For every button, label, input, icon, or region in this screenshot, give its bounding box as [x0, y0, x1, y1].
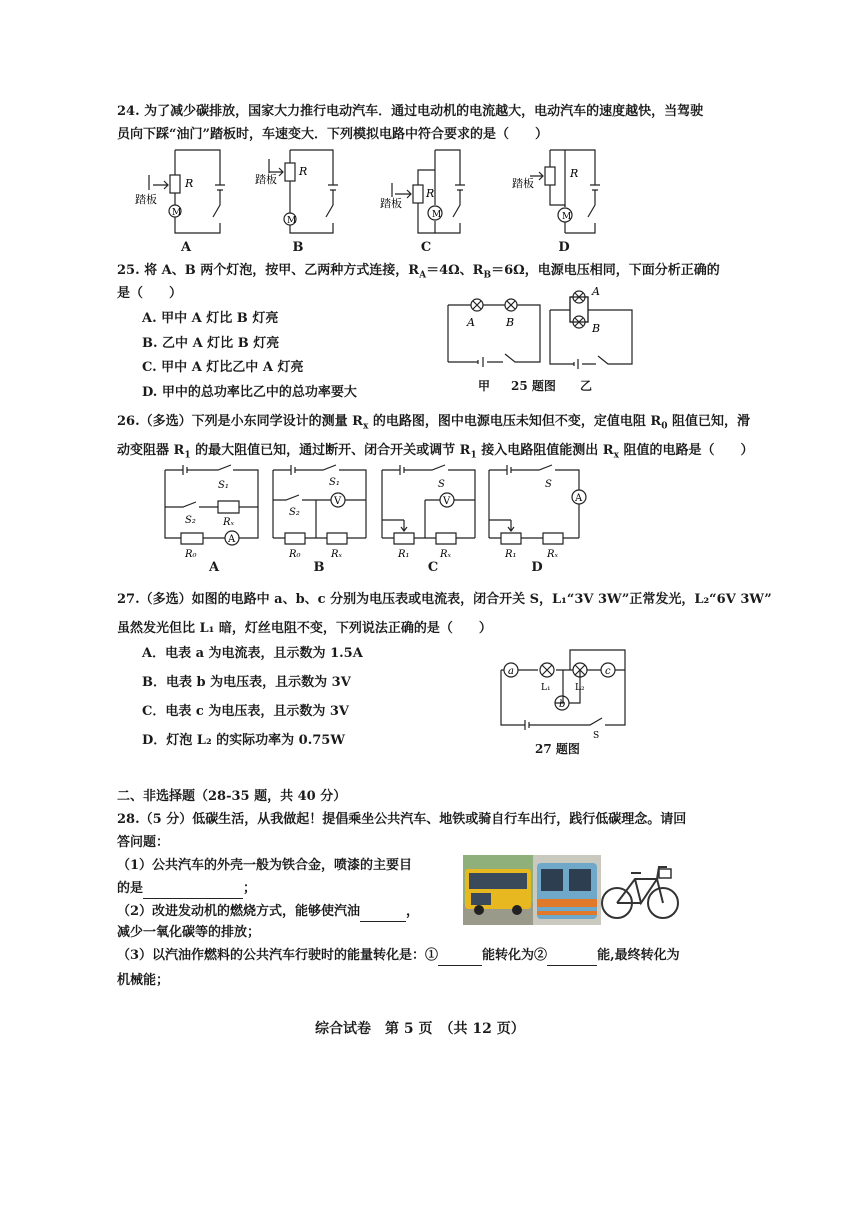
- svg-text:L₁: L₁: [541, 683, 551, 693]
- q28-text-line1: 28.（5 分）低碳生活，从我做起！提倡乘坐公共汽车、地铁或骑自行车出行，践行低碳理念。请回: [117, 812, 687, 827]
- q25-text-line1: 25. 将 A、B 两个灯泡，按甲、乙两种方式连接，$R_A=4\Omega$、$R_B=6\Omega$，电源电压相同，下面分析正确的: [117, 263, 720, 281]
- q26-circuit-a: [163, 465, 263, 560]
- q28-part1-line1: （1）公共汽车的外壳一般为铁合金，喷漆的主要目: [117, 858, 413, 873]
- svg-text:V: V: [334, 496, 342, 507]
- q28-blank-1[interactable]: [143, 880, 243, 899]
- svg-text:R₀: R₀: [185, 549, 197, 560]
- q26-option-d: D: [531, 560, 543, 575]
- motor-label: M: [562, 212, 572, 222]
- q26-option-c: C: [427, 560, 439, 575]
- svg-text:L₂: L₂: [575, 683, 585, 693]
- q24-text-line2: 员向下踩“油门”踏板时，车速变大．下列模拟电路中符合要求的是（ ）: [117, 127, 548, 142]
- svg-text:S₂: S₂: [185, 515, 196, 526]
- pedal-label: 踏板: [380, 197, 402, 210]
- svg-text:S: S: [593, 731, 600, 741]
- pedal-label: 踏板: [512, 177, 534, 190]
- q24-circuit-c: [380, 145, 480, 240]
- svg-text:b: b: [559, 699, 566, 710]
- q28-part2-line2: 减少一氧化碳等的排放；: [117, 925, 261, 940]
- svg-text:S₂: S₂: [289, 507, 300, 518]
- motor-label: M: [432, 210, 442, 220]
- page-footer: 综合试卷 第 5 页 （共 12 页）: [315, 1021, 525, 1037]
- q27-option-c: C．电表 c 为电压表，且示数为 3V: [142, 704, 349, 719]
- q28-part2-line1: （2）改进发动机的燃烧方式，能够使汽油 ，: [117, 903, 419, 922]
- pedal-label: 踏板: [255, 173, 277, 186]
- q24-text-line1: 24. 为了减少碳排放，国家大力推行电动汽车．通过电动机的电流越大，电动汽车的速度越快，当驾驶: [117, 104, 704, 119]
- svg-text:Rₓ: Rₓ: [331, 549, 343, 560]
- q25-option-b: B. 乙中 A 灯比 B 灯亮: [142, 336, 280, 351]
- q24-option-d: D: [558, 240, 570, 255]
- svg-text:R₁: R₁: [505, 549, 517, 560]
- q28-part3-line2: 机械能；: [117, 973, 170, 988]
- svg-text:c: c: [605, 666, 611, 677]
- svg-text:a: a: [508, 666, 514, 677]
- q28-part1-line2: 的是 ；: [117, 880, 256, 899]
- q25-text-line2: 是（ ）: [117, 286, 183, 301]
- section2-title: 二、非选择题（28-35 题，共 40 分）: [117, 789, 347, 804]
- q24-option-a: A: [180, 240, 192, 255]
- svg-text:V: V: [443, 496, 451, 507]
- q27-option-b: B．电表 b 为电压表，且示数为 3V: [142, 675, 351, 690]
- resistor-label: R: [299, 165, 308, 178]
- svg-text:Rₓ: Rₓ: [547, 549, 559, 560]
- q25-circuit-yi: [548, 282, 638, 377]
- q28-text-line2: 答问题：: [117, 835, 170, 850]
- q25-yi-label: 乙: [580, 379, 593, 393]
- q28-blank-4[interactable]: [547, 947, 597, 966]
- svg-text:R₁: R₁: [398, 549, 410, 560]
- lamp-a-label: A: [467, 316, 475, 329]
- svg-text:Rₓ: Rₓ: [440, 549, 452, 560]
- q27-text-line2: 虽然发光但比 L₁ 暗，灯丝电阻不变，下列说法正确的是（ ）: [117, 621, 492, 636]
- q24-circuit-a: [135, 145, 235, 240]
- q28-blank-3[interactable]: [438, 947, 482, 966]
- svg-text:S₁: S₁: [218, 480, 229, 491]
- q26-option-b: B: [313, 560, 325, 575]
- resistor-label: R: [426, 187, 435, 200]
- pedal-label: 踏板: [135, 193, 157, 206]
- q26-circuit-b: [271, 465, 371, 560]
- q26-text-line2: 动变阻器 $R_1$ 的最大阻值已知，通过断开、闭合开关或调节 $R_1$ 接入电路阻值能测出 $R_x$ 阻值的电路是（ ）: [117, 443, 754, 461]
- lamp-b-label: B: [592, 322, 601, 335]
- svg-text:S: S: [545, 479, 552, 490]
- q25-option-a: A. 甲中 A 灯比 B 灯亮: [142, 311, 279, 326]
- q28-part3-line1: （3）以汽油作燃料的公共汽车行驶时的能量转化是：① 能转化为② 能,最终转化为: [117, 947, 680, 966]
- svg-text:S₁: S₁: [329, 477, 340, 488]
- q25-circuit-jia: [445, 290, 545, 375]
- svg-text:Rₓ: Rₓ: [223, 517, 235, 528]
- q24-option-c: C: [420, 240, 432, 255]
- q28-blank-2[interactable]: [360, 903, 406, 922]
- resistor-label: R: [570, 167, 579, 180]
- motor-label: M: [287, 216, 297, 226]
- q24-circuit-d: [510, 145, 610, 240]
- svg-text:A: A: [228, 534, 236, 545]
- q25-option-d: D. 甲中的总功率比乙中的总功率要大: [142, 385, 357, 400]
- q26-circuit-c: [380, 465, 480, 560]
- svg-text:R₀: R₀: [289, 549, 301, 560]
- q25-jia-label: 甲: [478, 379, 491, 393]
- train-photo: [533, 855, 601, 925]
- lamp-a-label: A: [592, 285, 600, 298]
- svg-text:A: A: [575, 493, 583, 504]
- q27-option-d: D．灯泡 L₂ 的实际功率为 0.75W: [142, 733, 345, 748]
- lamp-b-label: B: [506, 316, 515, 329]
- q26-text-line1: 26.（多选）下列是小东同学设计的测量 $R_x$ 的电路图，图中电源电压未知但不变，定值电阻 $R_0$ 阻值已知，滑: [117, 414, 750, 432]
- resistor-label: R: [185, 177, 194, 190]
- q25-option-c: C. 甲中 A 灯比乙中 A 灯亮: [142, 360, 304, 375]
- svg-text:S: S: [438, 479, 445, 490]
- q24-option-b: B: [292, 240, 304, 255]
- q26-circuit-d: [487, 465, 597, 560]
- bicycle-photo: [601, 855, 681, 925]
- q24-circuit-b: [255, 145, 355, 240]
- q25-fig-caption: 25 题图: [511, 379, 556, 393]
- q27-circuit: [495, 645, 635, 740]
- q27-text-line1: 27.（多选）如图的电路中 a、b、c 分别为电压表或电流表，闭合开关 S，L₁“3V 3W”正常发光，L₂“6V 3W”: [117, 592, 772, 607]
- bus-photo: [463, 855, 533, 925]
- q26-option-a: A: [208, 560, 220, 575]
- q27-fig-caption: 27 题图: [535, 742, 580, 756]
- q27-option-a: A．电表 a 为电流表，且示数为 1.5A: [142, 646, 363, 661]
- motor-label: M: [172, 208, 182, 218]
